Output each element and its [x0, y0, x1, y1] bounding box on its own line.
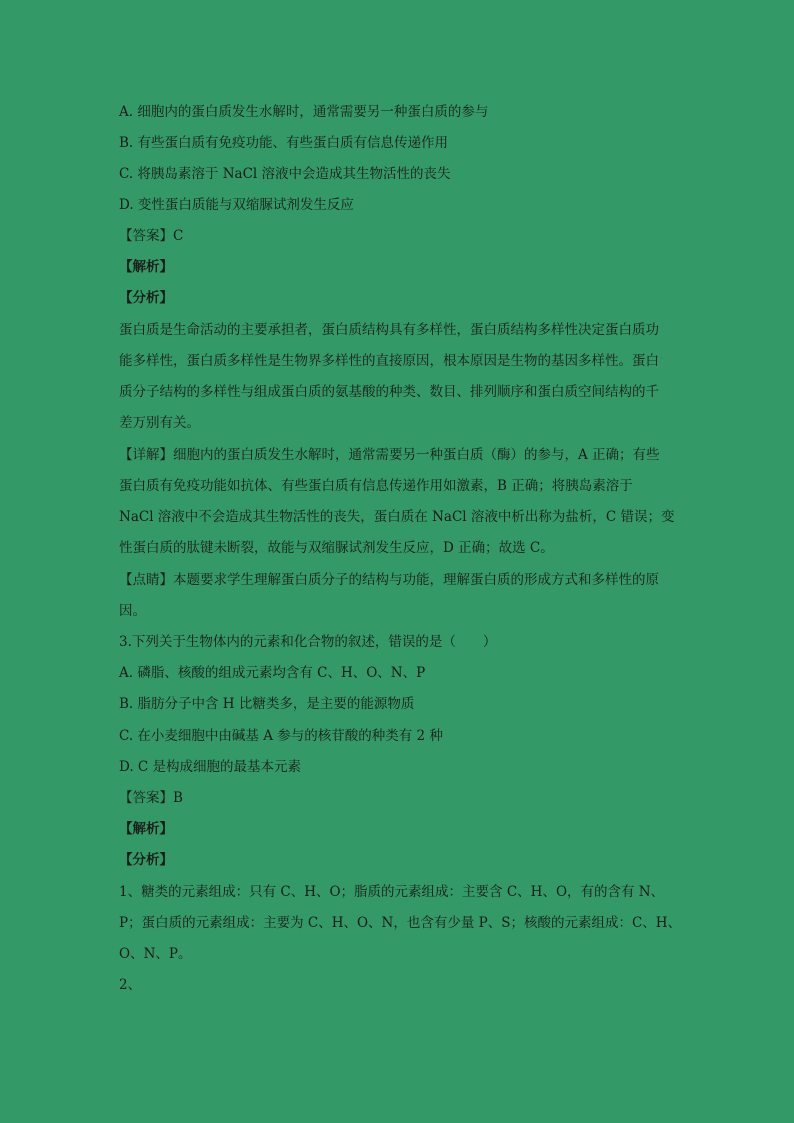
explanation-heading: 【解析】	[119, 259, 173, 275]
analysis-text: O、N、P。	[119, 946, 192, 962]
option-a: A. 磷脂、核酸的组成元素均含有 C、H、O、N、P	[119, 665, 426, 681]
key-point-text: 【点睛】本题要求学生理解蛋白质分子的结构与功能，理解蛋白质的形成方式和多样性的原	[119, 572, 659, 588]
key-point-text: 因。	[119, 603, 146, 619]
option-c: C. 在小麦细胞中由碱基 A 参与的核苷酸的种类有 2 种	[119, 728, 443, 744]
analysis-text: 差万别有关。	[119, 415, 200, 431]
option-a: A. 细胞内的蛋白质发生水解时，通常需要另一种蛋白质的参与	[119, 104, 489, 120]
analysis-text: 蛋白质是生命活动的主要承担者，蛋白质结构具有多样性，蛋白质结构多样性决定蛋白质功	[119, 322, 659, 338]
analysis-heading: 【分析】	[119, 290, 173, 306]
analysis-heading: 【分析】	[119, 852, 173, 868]
analysis-text: P；蛋白质的元素组成：主要为 C、H、O、N，也含有少量 P、S；核酸的元素组成：C、H、	[119, 915, 682, 931]
option-b: B. 脂肪分子中含 H 比糖类多，是主要的能源物质	[119, 696, 415, 712]
detail-text: 蛋白质有免疫功能如抗体、有些蛋白质有信息传递作用如激素，B 正确；将胰岛素溶于	[119, 478, 633, 494]
analysis-text: 1、糖类的元素组成：只有 C、H、O；脂质的元素组成：主要含 C、H、O，有的含有 N、	[119, 884, 665, 900]
answer-heading: 【答案】B	[119, 790, 183, 806]
answer-heading: 【答案】C	[119, 228, 184, 244]
detail-text: 性蛋白质的肽键未断裂，故能与双缩脲试剂发生反应，D 正确；故选 C。	[119, 540, 554, 556]
option-c: C. 将胰岛素溶于 NaCl 溶液中会造成其生物活性的丧失	[119, 166, 451, 182]
option-d: D. 变性蛋白质能与双缩脲试剂发生反应	[119, 197, 354, 213]
explanation-heading: 【解析】	[119, 821, 173, 837]
analysis-text: 能多样性，蛋白质多样性是生物界多样性的直接原因，根本原因是生物的基因多样性。蛋白	[119, 353, 659, 369]
detail-text: NaCl 溶液中不会造成其生物活性的丧失，蛋白质在 NaCl 溶液中析出称为盐析，C 错误；变	[119, 509, 675, 525]
question-3: 3.下列关于生物体内的元素和化合物的叙述，错误的是（ ）	[119, 634, 497, 650]
analysis-text: 2、	[119, 977, 142, 993]
analysis-text: 质分子结构的多样性与组成蛋白质的氨基酸的种类、数目、排列顺序和蛋白质空间结构的千	[119, 384, 659, 400]
detail-text: 【详解】细胞内的蛋白质发生水解时，通常需要另一种蛋白质（酶）的参与，A 正确；有些	[119, 447, 660, 463]
option-d: D. C 是构成细胞的最基本元素	[119, 759, 302, 775]
option-b: B. 有些蛋白质有免疫功能、有些蛋白质有信息传递作用	[119, 135, 449, 151]
